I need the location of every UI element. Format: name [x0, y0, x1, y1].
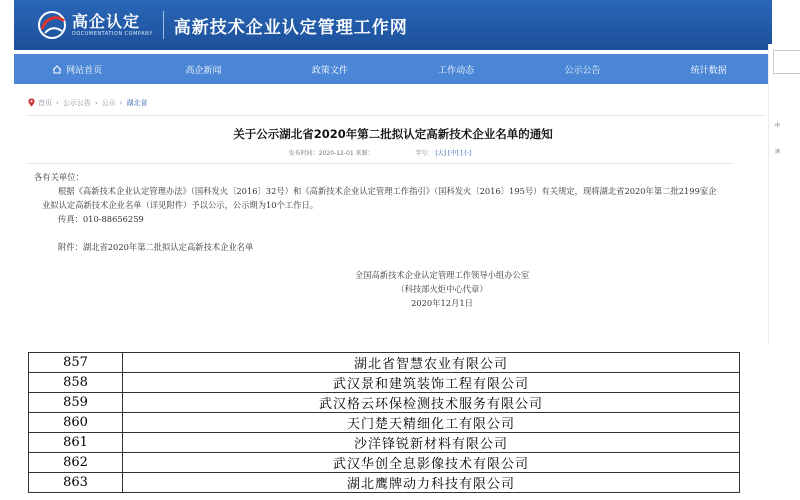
company-name: 天门楚天精细化工有限公司 [123, 413, 740, 433]
nav-item-label: 统计数据 [690, 65, 727, 76]
site-title: 高新技术企业认定管理工作网 [173, 17, 408, 38]
right-sidebar [768, 44, 800, 344]
sidebar-search-box[interactable] [773, 50, 800, 74]
row-number: 861 [29, 433, 123, 453]
nav-item-policy[interactable] [267, 63, 393, 76]
table-row [29, 433, 740, 453]
table-row [29, 373, 740, 393]
breadcrumb-notice[interactable]: 公示公告 [62, 98, 91, 107]
breadcrumb-home[interactable]: 首页 [38, 98, 52, 107]
table-row [29, 393, 740, 413]
logo-emblem-icon [36, 9, 70, 41]
row-number: 859 [29, 393, 123, 413]
logo-divider [163, 11, 164, 39]
site-header [14, 0, 772, 50]
logo-english-text: DOCUMENTATION COMPANY [72, 31, 153, 37]
company-name: 武汉景和建筑装饰工程有限公司 [123, 373, 740, 393]
table-row [29, 353, 740, 373]
location-pin-icon [28, 98, 35, 107]
nav-item-label: 公示公告 [564, 65, 601, 76]
row-number: 860 [29, 413, 123, 433]
row-number: 858 [29, 373, 123, 393]
company-name: 武汉格云环保检测技术服务有限公司 [123, 393, 740, 413]
article-signature-seal: （科技部火炬中心代章） [396, 284, 488, 294]
article-meta [28, 148, 732, 164]
article-title: 关于公示湖北省2020年第二批拟认定高新技术企业名单的通知 [233, 127, 553, 141]
nav-item-label: 高企新闻 [185, 65, 222, 76]
article-date: 发布时间：2020-12-01 来源： [288, 150, 374, 157]
site-logo[interactable] [36, 9, 408, 41]
nav-item-label: 网站首页 [66, 65, 103, 76]
sidebar-label-1: 申 [775, 123, 781, 129]
webpage-screenshot [14, 0, 772, 340]
article-attachment[interactable]: 附件：湖北省2020年第二批拟认定高新技术企业名单 [58, 242, 254, 252]
company-name: 湖北鹰牌动力科技有限公司 [123, 473, 740, 493]
breadcrumb-sep: › [94, 98, 98, 107]
breadcrumb-sep: › [119, 98, 123, 107]
article-salutation: 各有关单位： [34, 172, 84, 182]
company-name: 武汉华创全息影像技术有限公司 [123, 453, 740, 473]
nav-item-notice[interactable] [519, 63, 645, 76]
company-name: 湖北省智慧农业有限公司 [123, 353, 740, 373]
nav-item-work[interactable] [393, 63, 519, 76]
home-icon [52, 65, 62, 74]
breadcrumb [28, 90, 764, 116]
main-nav [14, 54, 772, 84]
font-size-label: 字号： [415, 150, 434, 157]
article-fax: 传真：010-88656259 [58, 214, 144, 224]
nav-item-news[interactable] [140, 63, 266, 76]
logo-chinese-text: 高企认定 [72, 12, 141, 31]
article-body [34, 170, 722, 310]
breadcrumb-sep: › [56, 98, 59, 107]
article-signature-org: 全国高新技术企业认定管理工作领导小组办公室 [354, 270, 530, 280]
company-list-table [28, 352, 740, 493]
font-size-options[interactable]: [大] [中] [小] [435, 150, 472, 157]
nav-item-label: 工作动态 [438, 65, 475, 76]
article-paragraph: 根据《高新技术企业认定管理办法》（国科发火〔2016〕32号）和《高新技术企业认定管理工作指引》（国科发火〔2016〕195号）有关规定，现将湖北省2020年第二批2199家企业拟认定高新技术企业名单（详见附件）予以公示，公示期为10个工作日。 [42, 186, 717, 210]
table-row [29, 453, 740, 473]
row-number: 863 [29, 473, 123, 493]
sidebar-label-2: 读 [775, 149, 781, 155]
table-row [29, 413, 740, 433]
nav-item-stats[interactable] [646, 63, 772, 76]
table-row [29, 473, 740, 493]
breadcrumb-current[interactable]: 湖北省 [126, 98, 148, 107]
company-name: 沙洋锋锐新材料有限公司 [123, 433, 740, 453]
breadcrumb-public[interactable]: 公示 [101, 98, 116, 107]
row-number: 862 [29, 453, 123, 473]
article-signature-date: 2020年12月1日 [411, 298, 473, 308]
row-number: 857 [29, 353, 123, 373]
nav-item-label: 政策文件 [311, 65, 348, 76]
nav-item-home[interactable] [14, 63, 140, 76]
